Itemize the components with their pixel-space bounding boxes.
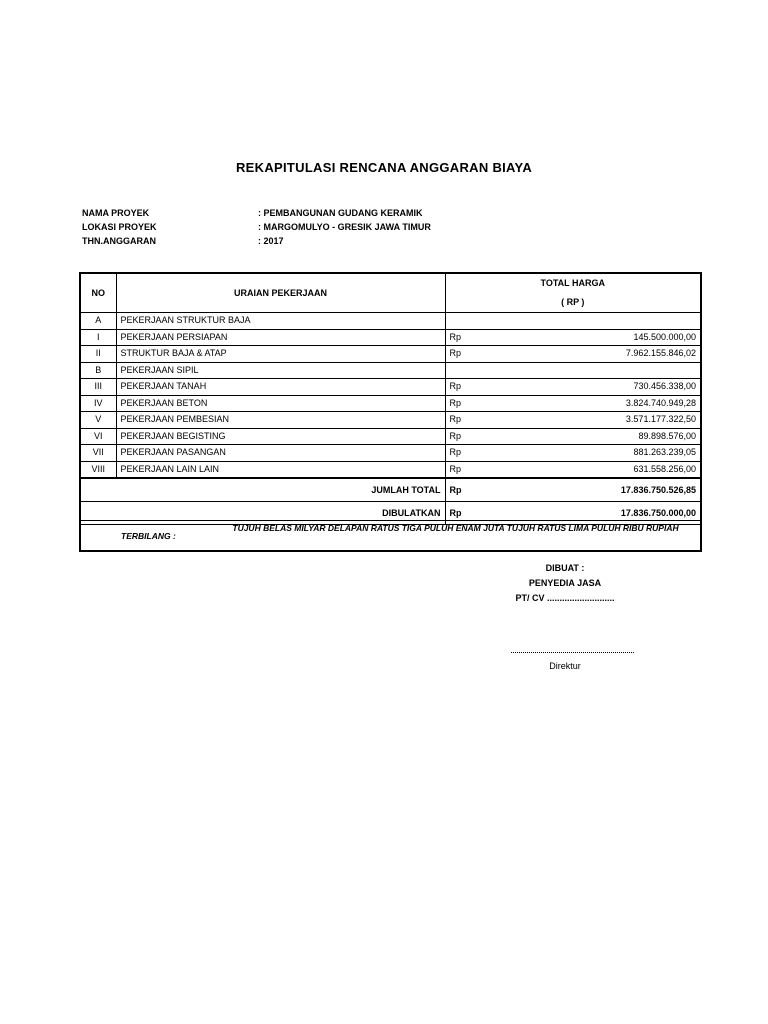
table-row	[80, 329, 701, 346]
header-uraian: URAIAN PEKERJAAN	[116, 273, 445, 313]
row-uraian: PEKERJAAN SIPIL	[116, 362, 445, 379]
header-total-price: TOTAL HARGA	[445, 273, 701, 293]
signature-line	[511, 652, 634, 653]
table-row	[80, 313, 701, 330]
rounded-currency: Rp	[445, 502, 471, 525]
row-amount: 3.571.177.322,50	[471, 412, 701, 429]
row-no: VIII	[80, 461, 116, 478]
row-amount: 145.500.000,00	[471, 329, 701, 346]
row-amount: 881.263.239,05	[471, 445, 701, 462]
row-amount: 7.962.155.846,02	[471, 346, 701, 363]
budget-year-label: THN.ANGGARAN	[82, 236, 156, 246]
row-currency: Rp	[445, 329, 471, 346]
table-row	[80, 379, 701, 396]
row-uraian: PEKERJAAN BEGISTING	[116, 428, 445, 445]
row-currency: Rp	[445, 346, 471, 363]
terbilang-text: TUJUH BELAS MILYAR DELAPAN RATUS TIGA PULUH ENAM JUTA TUJUH RATUS LIMA PULUH RIBU RUPIAH	[232, 523, 679, 533]
signature-made-by: DIBUAT :	[545, 563, 585, 573]
budget-recap-table	[79, 272, 702, 525]
row-no: VI	[80, 428, 116, 445]
signature-role: Direktur	[549, 661, 581, 671]
row-amount: 730.456.338,00	[471, 379, 701, 396]
row-no: A	[80, 313, 116, 330]
row-amount	[471, 362, 701, 379]
row-no: II	[80, 346, 116, 363]
table-row	[80, 362, 701, 379]
row-no: VII	[80, 445, 116, 462]
budget-year-value: : 2017	[258, 236, 284, 246]
row-uraian: PEKERJAAN STRUKTUR BAJA	[116, 313, 445, 330]
project-name-label: NAMA PROYEK	[82, 208, 150, 218]
table-row	[80, 428, 701, 445]
row-uraian: STRUKTUR BAJA & ATAP	[116, 346, 445, 363]
table-row	[80, 445, 701, 462]
total-amount: 17.836.750.526,85	[471, 478, 701, 502]
project-name-value: : PEMBANGUNAN GUDANG KERAMIK	[258, 208, 423, 218]
project-location-value: : MARGOMULYO - GRESIK JAWA TIMUR	[258, 222, 431, 232]
header-no: NO	[80, 273, 116, 313]
signature-company: PT/ CV ...........................	[515, 593, 615, 603]
row-uraian: PEKERJAAN TANAH	[116, 379, 445, 396]
row-no: V	[80, 412, 116, 429]
row-uraian: PEKERJAAN PASANGAN	[116, 445, 445, 462]
row-amount: 3.824.740.949,28	[471, 395, 701, 412]
row-no: I	[80, 329, 116, 346]
row-currency: Rp	[445, 428, 471, 445]
table-row	[80, 346, 701, 363]
row-amount: 89.898.576,00	[471, 428, 701, 445]
row-uraian: PEKERJAAN LAIN LAIN	[116, 461, 445, 478]
terbilang-box	[79, 520, 702, 552]
row-no: III	[80, 379, 116, 396]
table-row	[80, 461, 701, 478]
row-currency: Rp	[445, 395, 471, 412]
terbilang-label: TERBILANG :	[121, 531, 176, 541]
row-uraian: PEKERJAAN BETON	[116, 395, 445, 412]
row-currency	[445, 362, 471, 379]
table-body	[80, 313, 701, 525]
row-uraian: PEKERJAAN PEMBESIAN	[116, 412, 445, 429]
row-amount	[471, 313, 701, 330]
document-title: REKAPITULASI RENCANA ANGGARAN BIAYA	[235, 160, 533, 175]
table-row	[80, 412, 701, 429]
row-currency: Rp	[445, 461, 471, 478]
rounded-amount: 17.836.750.000,00	[471, 502, 701, 525]
row-currency: Rp	[445, 379, 471, 396]
table-row	[80, 395, 701, 412]
row-amount: 631.558.256,00	[471, 461, 701, 478]
row-currency	[445, 313, 471, 330]
total-row	[80, 478, 701, 502]
row-no: B	[80, 362, 116, 379]
signature-provider: PENYEDIA JASA	[528, 578, 602, 588]
row-uraian: PEKERJAAN PERSIAPAN	[116, 329, 445, 346]
project-location-label: LOKASI PROYEK	[82, 222, 157, 232]
row-currency: Rp	[445, 412, 471, 429]
total-currency: Rp	[445, 478, 471, 502]
header-currency: ( RP )	[445, 293, 701, 313]
rounded-label: DIBULATKAN	[80, 502, 445, 525]
row-currency: Rp	[445, 445, 471, 462]
row-no: IV	[80, 395, 116, 412]
total-label: JUMLAH TOTAL	[80, 478, 445, 502]
